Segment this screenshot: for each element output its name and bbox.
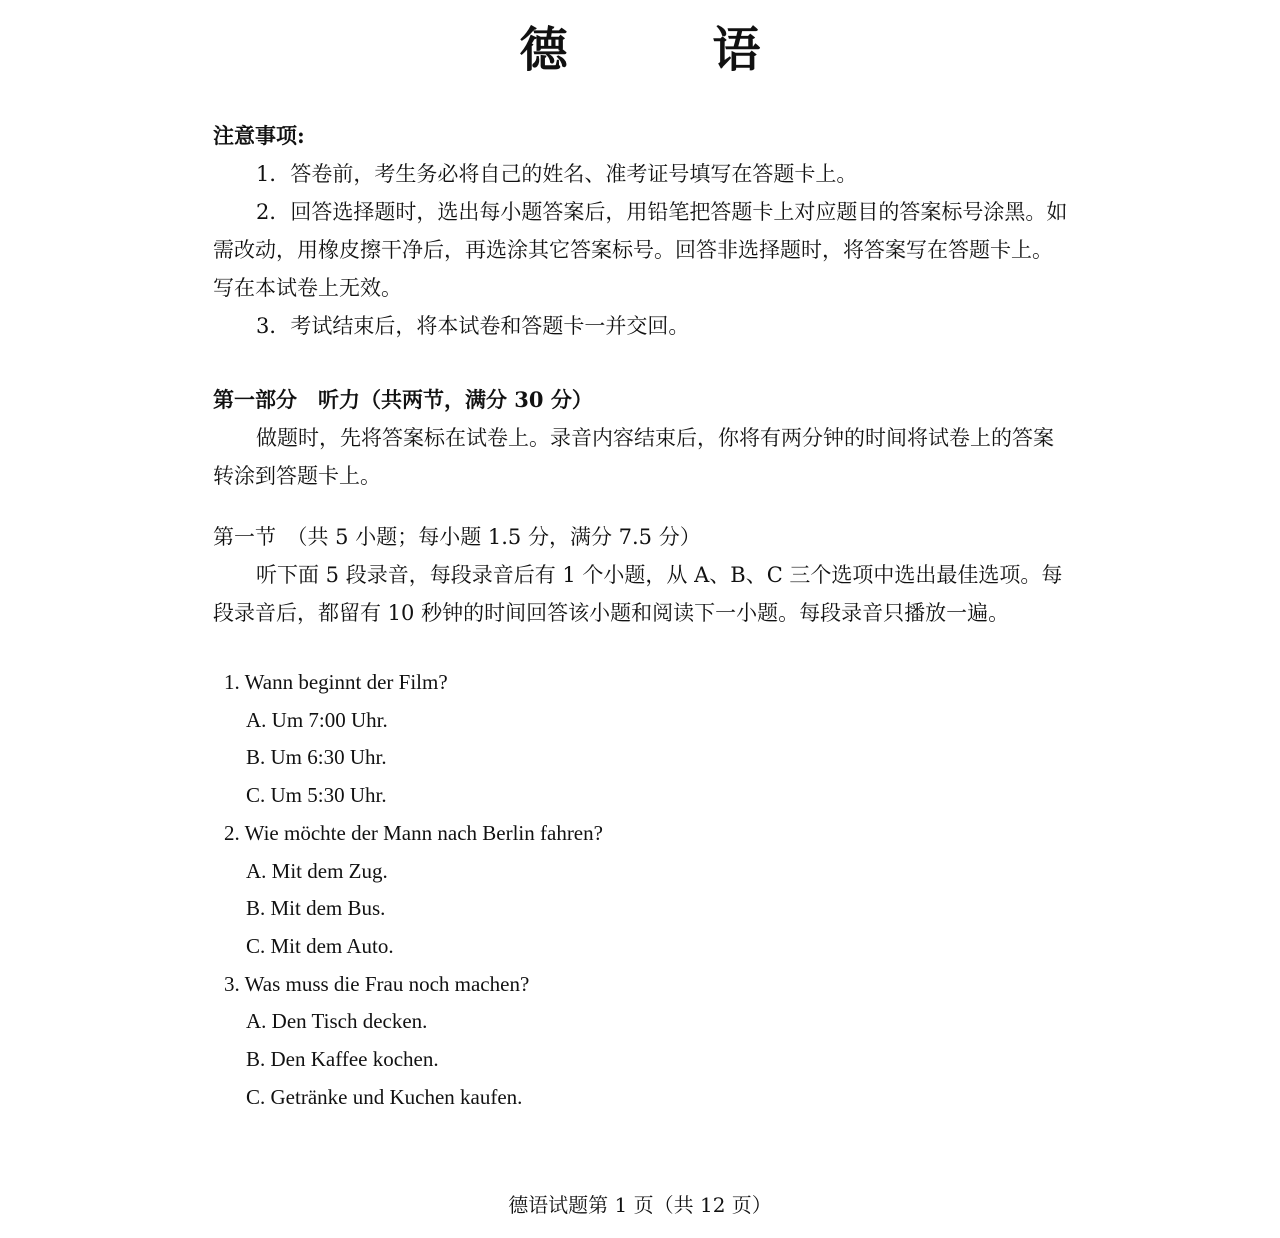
question-option: A. Den Tisch decken.: [246, 1009, 428, 1034]
notes-item: 2．回答选择题时，选出每小题答案后，用铅笔把答题卡上对应题目的答案标号涂黑。如需改动，用橡皮擦干净后，再选涂其它答案标号。回答非选择题时，将答案写在答题卡上。写在本试卷上无效。: [213, 200, 1068, 300]
question-option: A. Mit dem Zug.: [246, 858, 388, 883]
notes-item: 1．答卷前，考生务必将自己的姓名、准考证号填写在答题卡上。: [256, 162, 858, 186]
page-footer: 德语试题第 1 页（共 12 页）: [508, 1193, 772, 1217]
question: [224, 966, 1024, 1117]
question-list: [224, 664, 1024, 1116]
part1-instruction: 做题时，先将答案标在试卷上。录音内容结束后，你将有两分钟的时间将试卷上的答案转涂到答题卡上。: [213, 426, 1054, 488]
notes-section: [213, 117, 1073, 345]
part1-section: [213, 381, 1073, 495]
part1-heading: 第一部分 听力（共两节，满分 30 分）: [213, 387, 593, 412]
question-option: C. Mit dem Auto.: [246, 933, 394, 958]
question-option: B. Um 6:30 Uhr.: [246, 745, 387, 770]
section1-heading: 第一节 （共 5 小题；每小题 1.5 分，满分 7.5 分）: [213, 525, 701, 549]
section1: [213, 518, 1073, 632]
notes-heading: 注意事项:: [213, 123, 305, 148]
question-option: B. Mit dem Bus.: [246, 896, 386, 921]
notes-item: 3．考试结束后，将本试卷和答题卡一并交回。: [256, 314, 690, 338]
question: [224, 815, 1024, 966]
question-stem: 2. Wie möchte der Mann nach Berlin fahren?: [224, 820, 603, 845]
question-option: C. Um 5:30 Uhr.: [246, 783, 387, 808]
section1-instruction: 听下面 5 段录音，每段录音后有 1 个小题，从 A、B、C 三个选项中选出最佳选项。每段录音后，都留有 10 秒钟的时间回答该小题和阅读下一小题。每段录音只播放一遍。: [213, 563, 1063, 625]
question-stem: 3. Was muss die Frau noch machen?: [224, 971, 530, 996]
page-title: 德 语: [519, 22, 825, 78]
question-option: A. Um 7:00 Uhr.: [246, 707, 388, 732]
question-stem: 1. Wann beginnt der Film?: [224, 670, 448, 694]
question-option: B. Den Kaffee kochen.: [246, 1047, 439, 1072]
question-option: C. Getränke und Kuchen kaufen.: [246, 1084, 523, 1109]
question: [224, 664, 1024, 815]
